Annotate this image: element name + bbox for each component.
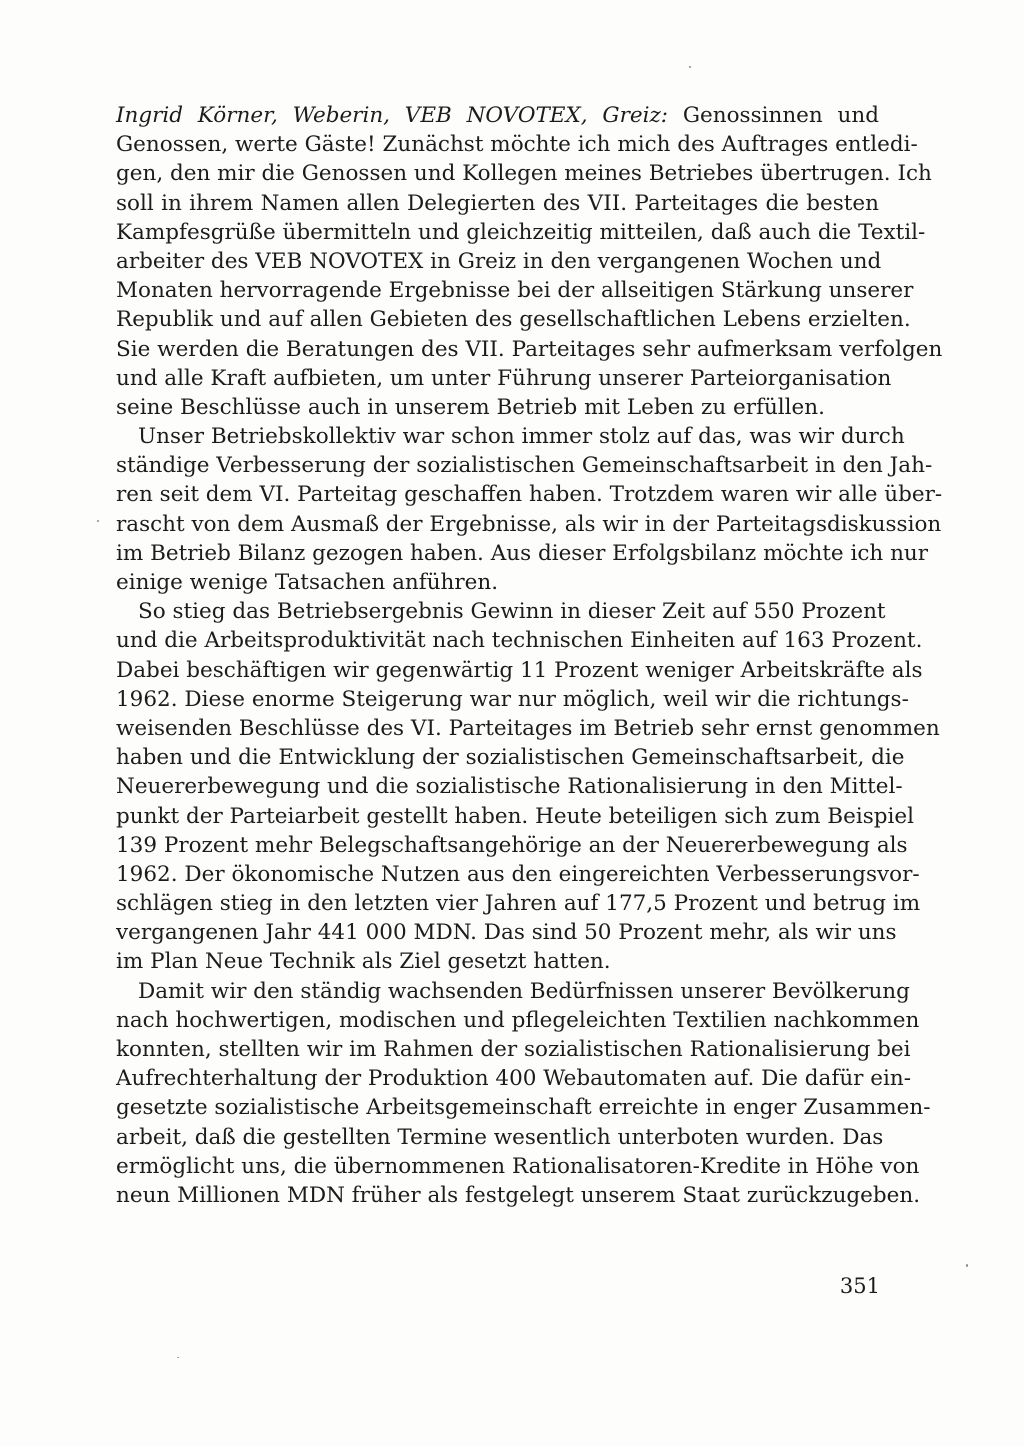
text-line: 139 Prozent mehr Belegschaftsangehörige an der Neuererbewegung als (116, 832, 908, 858)
text-line: seine Beschlüsse auch in unserem Betrieb mit Leben zu erfüllen. (116, 394, 825, 420)
text-line: Aufrechterhaltung der Produktion 400 Webautomaten auf. Die dafür ein- (116, 1066, 912, 1092)
text-line: punkt der Parteiarbeit gestellt haben. Heute beteiligen sich zum Beispiel (116, 803, 914, 829)
text-line: im Betrieb Bilanz gezogen haben. Aus dieser Erfolgsbilanz möchte ich nur (116, 540, 929, 566)
body-text (116, 101, 943, 1210)
text-line: und die Arbeitsproduktivität nach technischen Einheiten auf 163 Prozent. (116, 628, 923, 654)
text-line: weisenden Beschlüsse des VI. Parteitages im Betrieb sehr ernst genommen (116, 715, 940, 741)
text-line: Republik und auf allen Gebieten des gesellschaftlichen Lebens erzielten. (116, 307, 911, 333)
scan-speck (966, 1264, 968, 1267)
text-line: einige wenige Tatsachen anführen. (116, 570, 499, 595)
line-text: Genossinnen und (668, 103, 879, 128)
text-line (116, 101, 879, 130)
text-line: ständige Verbesserung der sozialistischen Gemeinschaftsarbeit in den Jah- (116, 453, 933, 479)
text-line: Monaten hervorragende Ergebnisse bei der allseitigen Stärkung unserer (116, 278, 914, 304)
text-line: ren seit dem VI. Parteitag geschaffen haben. Trotzdem waren wir alle über- (116, 482, 943, 508)
text-line: Damit wir den ständig wachsenden Bedürfnissen unserer Bevölkerung (138, 978, 910, 1004)
text-line: ermöglicht uns, die übernommenen Rationalisatoren-Kredite in Höhe von (116, 1153, 920, 1179)
text-line: So stieg das Betriebsergebnis Gewinn in dieser Zeit auf 550 Prozent (138, 599, 886, 625)
page-number: 351 (839, 1274, 880, 1298)
text-line: Sie werden die Beratungen des VII. Parteitages sehr aufmerksam verfolgen (116, 336, 943, 362)
text-line: gen, den mir die Genossen und Kollegen meines Betriebes übertrugen. Ich (116, 161, 932, 187)
text-line: Genossen, werte Gäste! Zunächst möchte ich mich des Auftrages entledi- (116, 132, 918, 158)
scan-speck (689, 66, 691, 68)
text-line: soll in ihrem Namen allen Delegierten des VII. Parteitages die besten (116, 190, 879, 216)
text-line: arbeiter des VEB NOVOTEX in Greiz in den vergangenen Wochen und (116, 248, 882, 274)
text-line: gesetzte sozialistische Arbeitsgemeinschaft erreichte in enger Zusammen- (116, 1095, 931, 1121)
text-line: konnten, stellten wir im Rahmen der sozialistischen Rationalisierung bei (116, 1037, 911, 1062)
text-line: und alle Kraft aufbieten, um unter Führung unserer Parteiorganisation (116, 365, 892, 391)
text-line: schlägen stieg in den letzten vier Jahren auf 177,5 Prozent und betrug im (116, 891, 921, 917)
text-line: 1962. Der ökonomische Nutzen aus den eingereichten Verbesserungsvor- (116, 861, 920, 887)
text-line: Kampfesgrüße übermitteln und gleichzeitig mitteilen, daß auch die Textil- (116, 219, 926, 245)
text-line: Unser Betriebskollektiv war schon immer stolz auf das, was wir durch (138, 424, 905, 450)
text-line: Dabei beschäftigen wir gegenwärtig 11 Prozent weniger Arbeitskräfte als (116, 657, 923, 683)
text-line: Neuererbewegung und die sozialistische Rationalisierung in den Mittel- (116, 774, 903, 800)
text-line: rascht von dem Ausmaß der Ergebnisse, als wir in der Parteitagsdiskussion (116, 511, 942, 537)
text-line: neun Millionen MDN früher als festgelegt unserem Staat zurückzugeben. (116, 1182, 921, 1208)
text-line: 1962. Diese enorme Steigerung war nur möglich, weil wir die richtungs- (116, 686, 909, 712)
text-line: haben und die Entwicklung der sozialistischen Gemeinschaftsarbeit, die (116, 745, 905, 771)
scan-speck (97, 520, 99, 522)
text-line: nach hochwertigen, modischen und pflegeleichten Textilien nachkommen (116, 1007, 920, 1033)
text-line: vergangenen Jahr 441 000 MDN. Das sind 50 Prozent mehr, als wir uns (116, 920, 897, 946)
text-line: im Plan Neue Technik als Ziel gesetzt hatten. (116, 949, 611, 975)
speaker-attribution: Ingrid Körner, Weberin, VEB NOVOTEX, Greiz: (116, 103, 669, 128)
text-line: arbeit, daß die gestellten Termine wesentlich unterboten wurden. Das (116, 1124, 884, 1150)
scan-speck (177, 1357, 179, 1358)
